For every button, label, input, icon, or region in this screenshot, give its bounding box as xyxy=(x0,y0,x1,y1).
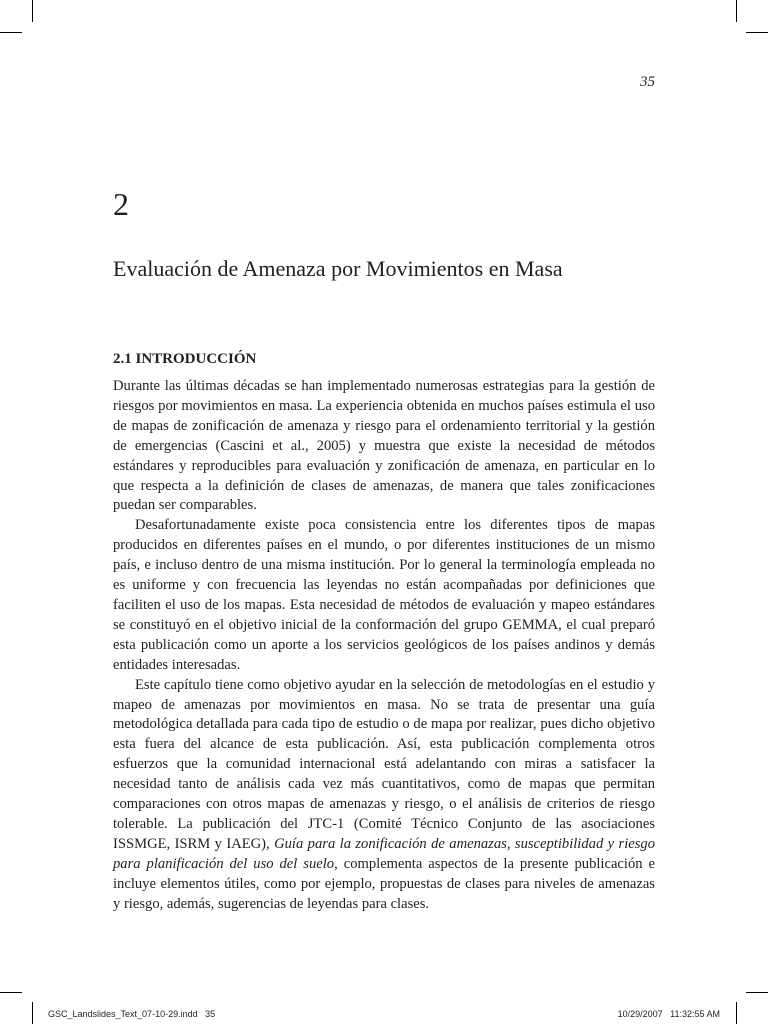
section-heading: 2.1 INTRODUCCIÓN xyxy=(113,351,257,367)
publication-title-italic: Guía para la zonificación de amenazas, susceptibilidad y riesgo para planificación del uso del suelo xyxy=(113,835,656,872)
paragraph-3-text-end: , complementa aspectos de la presente publicación e incluye elementos útiles, como por ejemplo, propuestas de clases para niveles de amenazas y riesgo, además, sugerencias de leyendas para clases. xyxy=(113,855,655,912)
chapter-title: Evaluación de Amenaza por Movimientos en Masa xyxy=(113,256,563,281)
body-text xyxy=(113,377,655,914)
crop-mark-top-left-horizontal xyxy=(0,32,22,33)
crop-mark-top-left-vertical xyxy=(32,0,33,22)
print-slug-timestamp: 10/29/2007 11:32:55 AM xyxy=(617,1009,720,1019)
paragraph-3 xyxy=(113,676,655,915)
crop-mark-bottom-right-vertical xyxy=(736,1002,737,1024)
crop-mark-top-right-horizontal xyxy=(746,32,768,33)
crop-mark-bottom-right-horizontal xyxy=(746,992,768,993)
paragraph-3-text-start: Este capítulo tiene como objetivo ayudar en la selección de metodologías en el estudio y mapeo de amenazas por movimientos en masa. No se trata de presentar una guía metodológica detallada para cada tipo de estudio o de mapa por realizar, pues dicho objetivo esta fuera del alcance de esta publicación. Así, esta publicación complementa otros esfuerzos que la comunidad internacional está adelantando con miras a satisfacer la necesidad tanto de análisis cada vez más cuantitativos, como de mapas que permitan comparaciones con otros mapas de amenazas y riesgo, o el análisis de criterios de riesgo tolerable. La publicación del JTC-1 (Comité Técnico Conjunto de las asociaciones ISSMGE, ISRM y IAEG), xyxy=(113,676,655,852)
paragraph-1: Durante las últimas décadas se han implementado numerosas estrategias para la gestión de riesgos por movimientos en masa. La experiencia obtenida en muchos países estimula el uso de mapas de zonificación de amenaza y riesgo para el ordenamiento territorial y la gestión de emergencias (Cascini et al., 2005) y muestra que existe la necesidad de métodos estándares y reproducibles para evaluación y zonificación de amenaza, en particular en lo que respecta a la definición de clases de amenazas, de manera que tales zonificaciones puedan ser comparables. xyxy=(113,378,655,514)
crop-mark-top-right-vertical xyxy=(736,0,737,22)
crop-mark-bottom-left-vertical xyxy=(32,1002,33,1024)
page-number: 35 xyxy=(640,74,655,90)
chapter-number: 2 xyxy=(113,186,129,222)
print-slug-filename: GSC_Landslides_Text_07-10-29.indd 35 xyxy=(48,1009,216,1019)
crop-mark-bottom-left-horizontal xyxy=(0,992,22,993)
paragraph-2: Desafortunadamente existe poca consistencia entre los diferentes tipos de mapas producidos en diferentes países en el mundo, o por diferentes instituciones de un mismo país, e incluso dentro de una misma institución. Por lo general la terminología empleada no es uniforme y con frecuencia las leyendas no están acompañadas por definiciones que faciliten el uso de los mapas. Esta necesidad de métodos de evaluación y mapeo estándares se constituyó en el objetivo inicial de la conformación del grupo GEMMA, el cual preparó esta publicación como un aporte a los servicios geológicos de los países andinos y demás entidades interesadas. xyxy=(113,517,655,673)
